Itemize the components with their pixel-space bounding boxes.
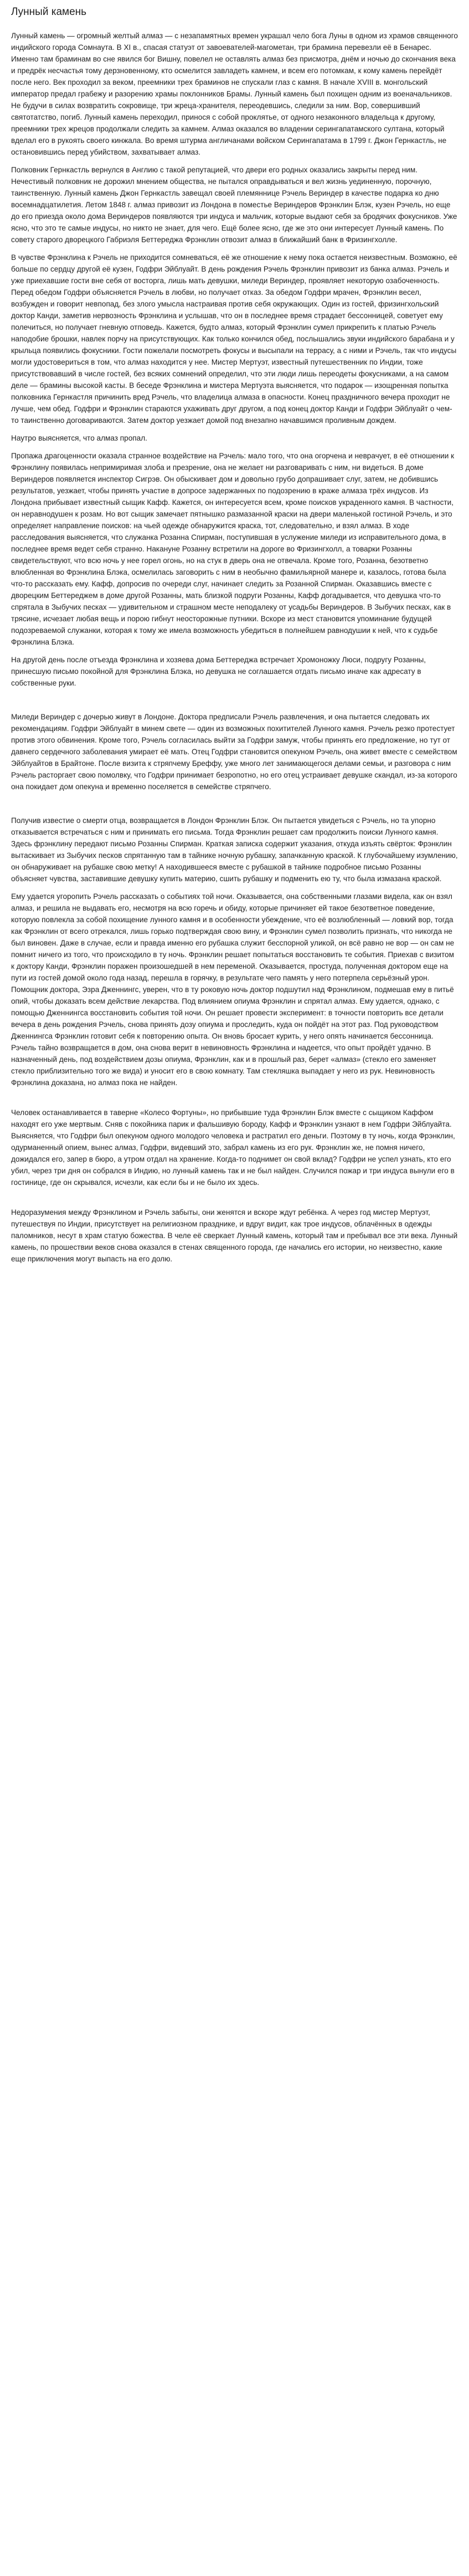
paragraph-2: Полковник Гернкастль вернулся в Англию с такой репутацией, что двери его родных оказались закрыты перед ним. Нечестивый полковник не дорожил мнением общества, не пытался оправдываться и вел жизнь уединенную, порочную, таинственную. Лунный камень Джон Гернкастль завещал своей племяннице Рэчель Вериндер в качестве подарка ко дню восемнадцатилетия. Летом 1848 г. алмаз привозит из Лондона в поместье Вериндеров Фрэнклин Блэк, кузен Рэчель, но еще до его приезда около дома Вериндеров появляются три индуса и мальчик, которые выдают себя за бродячих фокусников. Уже ясно, что это те самые индусы, но никто не знает, для чего. Ещё более ясно, где же это они интересует Лунный камень. По совету старого дворецкого Габриэля Беттереджа Фрэнклин отвозит алмаз в ближайший банк в Фризингхолле. <box>11 166 457 244</box>
paragraph-9: Ему удается угоропить Рэчель рассказать о событиях той ночи. Оказывается, она собственными глазами видела, как он взял алмаз, и решила не выдавать его, несмотря на всю горечь и обиду, которые причиняет ей такое безответное поведение, которую повлекла за собой похищение лунного камня и в особенности убеждение, что её возлюбленный — ловкий вор, тогда как Фрэнклин от всего отрекался, лишь горько подтверждая свою вину, и Фрэнклин сумел позволить признать, что никогда не был виновен. Даже в случае, если и правда именно его рубашка служит бесспорной уликой, он всё равно не вор — он сам не помнит ничего из того, что происходило в ту ночь. Фрэнклин решает попытаться восстановить те события. Приехав с визитом к доктору Канди, Фрэнклин поражен произошедшей в нем переменой. Оказывается, простуда, полученная доктором еще на пути из гостей домой около года назад, перешла в горячку, в результате чего память у него потерпела серьёзный урон. Помощник доктора, Эзра Дженнингс, уверен, что в ту роковую ночь доктор подшутил над Фрэнклином, подмешав ему в питьё опий, чтобы доказать всем действие лекарства. Под влиянием опиума Фрэнклин и спрятал алмаз. Ему удается, однако, с помощью Дженнингса восстановить события той ночи. Он решает провести эксперимент: в точности повторить все детали вечера в день рождения Рэчель, снова принять дозу опиума и проследить, куда он пойдёт на этот раз. Под руководством Дженнингса Фрэнклин готовит себя к повторению опыта. Он вновь бросает курить, у него опять начинается бессонница. Рэчель тайно возвращается в дом, она снова верит в невиновность Фрэнклина и надеется, что опыт пройдёт удачно. В назначенный день, под воздействием дозы опиума, Фрэнклин, как и в прошлый раз, берет «алмаз» (стекло его заменяет стекло приблизительно того же вида) и уносит его в свою комнату. Там стекляшка выпадает у него из рук. Невиновность Фрэнклина доказана, но алмаз пока не найден. <box>11 892 455 1087</box>
paragraph-1: Лунный камень — огромный желтый алмаз — с незапамятных времен украшал чело бога Луны в одном из храмов священного индийского города Сомнаута. В XI в., спасая статуэт от завоевателей-магометан, три брамина перевезли её в Бенарес. Именно там браминам во сне явился бог Вишну, повелел не оставлять алмаз без присмотра, днём и ночью до скончания века и предрёк несчастья тому дерзновенному, кто осмелится завладеть камнем, и всем его потомкам, к кому камень перейдёт после него. Век проходил за веком, преемники трех браминов не спускали глаз с камня. В начале XVIII в. монгольский император предал грабежу и разорению храмы поклонников Брамы. Лунный камень был похищен одним из военачальников. Не будучи в силах возвратить сокровище, три жреца-хранителя, переодевшись, следили за ним. Вор, совершивший святотатство, погиб. Лунный камень переходил, принося с собой проклятье, от одного незаконного владельца к другому, преемники трех жрецов продолжали следить за камнем. Алмаз оказался во владении серингапатамского султана, который вделал его в рукоять своего кинжала. Во время штурма англичанами войском Серингапатама в 1799 г. Джон Гернкастль, не остановившись перед убийством, захватывает алмаз. <box>11 32 458 156</box>
paragraph-6: На другой день после отъезда Фрэнклина и хозяева дома Беттереджа встречает Хромоножку Люси, подругу Розанны, принесшую письмо покойной для Фрэнклина Блэка, но девушка не соглашается отдать письмо иначе как адресату в собственные руки. <box>11 656 426 687</box>
paragraph-3: В чувстве Фрэнклина к Рэчель не приходится сомневаться, её же отношение к нему пока остается неизвестным. Возможно, её больше по сердцу другой её кузен, Годфри Эйблуайт. В день рождения Рэчель Фрэнклин привозит из банка алмаз. Рэчель и уже приехавшие гости вне себя от восторга, лишь мать девушки, миледи Вериндер, проявляет некоторую озабоченность. Перед обедом Годфри объясняется Рэчель в любви, но получает отказ. За обедом Годфри мрачен, Фрэнклин весел, возбужден и говорит невпопад, без злого умысла настраивая против себя окружающих. Один из гостей, фризингхольский доктор Канди, заметив нервозность Фрэнклина и услышав, что он в последнее время страдает бессонницей, советует ему полечиться, но получает гневную отповедь. Кажется, будто алмаз, который Фрэнклин сумел прикрепить к платью Рэчель наподобие брошки, навлек порчу на присутствующих. Как только кончился обед, послышались звуки индийского барабана и у крыльца появились фокусники. Гости пожелали посмотреть фокусы и высыпали на террасу, а с ними и Рэчель, так что индусы могли удостовериться в том, что алмаз находится у нее. Мистер Мертуэт, известный путешественник по Индии, тоже присутствовавший в числе гостей, без всяких сомнений определил, что эти люди лишь переодеты фокусниками, а на самом деле — брамины высокой касты. В беседе Фрэнклина и мистера Мертуэта выясняется, что подарок — изощренная попытка полковника Гернкастля причинить вред Рэчель, что владелица алмаза в опасности. Конец праздничного вечера проходит не лучше, чем обед. Годфри и Фрэнклин стараются ухаживать друг другом, а под конец доктор Канди и Годфри Эйблуайт о чем-то таинственно договариваются. Затем доктор уезжает домой под внезапно начавшимся проливным дождем. <box>11 253 457 425</box>
paragraph-10: Человек останавливается в таверне «Колесо Фортуны», но прибывшие туда Фрэнклин Блэк вместе с сыщиком Каффом находят его уже мертвым. Сняв с покойника парик и фальшивую бороду, Кафф и Фрэнклин узнают в нем Годфри Эйблуайта. Выясняется, что Годфри был опекуном одного молодого человека и растратил его деньги. Поэтому в ту ночь, когда Фрэнклин, одурманенный опием, вынес алмаз, Годфри, видевший это, забрал камень из его рук. Фрэнклин же, не помня ничего, дожидался его, запер в бюро, а утром отдал на хранение. Когда-то поднимет он свой вклад? Годфри не успел узнать, кто его убил, через три дня он собрался в Индию, но лунный камень так и не был найден. Случился пожар и три индуса вынули его в гостинице, где он скрывался, исчезли, как если бы и не было их здесь. <box>11 1108 455 1187</box>
article <box>0 0 469 1265</box>
paragraph-4: Наутро выясняется, что алмаз пропал. <box>11 434 147 442</box>
paragraph-8: Получив известие о смерти отца, возвращается в Лондон Фрэнклин Блэк. Он пытается увидеться с Рэчель, но та упорно отказывается встречаться с ним и принимать его письма. Тогда Фрэнклин решает сам продолжить поиски Лунного камня. Здесь фрэнклину передают письмо Розанны Спирман. Краткая записка содержит указания, откуда изъять свёрток: Фрэнклин вытаскивает из Зыбучих песков спрятанную там в тайнике ночную рубашку, запачканную краской. К глубочайшему изумлению, он обнаруживает на рубашке свою метку! А находившееся вместе с рубашкой в тайнике подробное письмо Розанны объясняет чувства, заставившие девушку купить материю, сшить рубашку и подменить ею ту, что была измазана краской. <box>11 816 458 883</box>
paragraph-5: Пропажа драгоценности оказала странное воздействие на Рэчель: мало того, что она огорчена и неврачует, в её отношении к Фрэнклину появилась непримиримая злоба и презрение, она не желает ни разговаривать с ним, ни видеться. В доме Вериндеров появляется инспектор Сигрэв. Он обыскивает дом и довольно грубо допрашивает слуг, затем, не добившись результатов, уезжает, чтобы принять участие в допросе задержанных по подозрению в краже алмаза трёх индусов. Из Лондона прибывает известный сыщик Кафф. Кажется, он интересуется всем, кроме поисков украденного камня. В частности, он неравнодушен к розам. Но вот сыщик замечает пятнышко размазанной краски на двери маленькой гостиной Рэчель, и это определяет направление поисков: на чьей одежде обнаружится краска, тот, следовательно, и взял алмаз. В ходе расследования выясняется, что служанка Розанна Спирман, поступившая в услужение миледи из исправительного дома, в последнее время ведет себя странно. Накануне Розанну встретили на дороге во Фризингхолл, а товарки Розанны свидетельствуют, что всю ночь у нее горел огонь, но на стук в дверь она не отвечала. Кроме того, Розанна, безответно влюбленная во Фрэнклина Блэка, осмелилась заговорить с ним в необычно фамильярной манере и, казалось, готова была что-то рассказать ему. Кафф, допросив по очереди слуг, начинает следить за Розанной Спирман. Оказавшись вместе с дворецким Беттереджем в доме другой Розанны, мать близкой подруги Розанны, Кафф догадывается, что девушка что-то спрятала в Зыбучих песках — удивительном и страшном месте неподалеку от усадьбы Вериндеров. В Зыбучих песках, как в трясине, исчезает любая вещь и порою гибнут неосторожные путники. Вскоре из мест становится упоминание будущей подозреваемой служанки, которая к тому же имела возможность убедиться в полнейшем равнодушии к ней, что к судьбе Фрэнклина Блэка. <box>11 452 455 646</box>
paragraph-7: Миледи Вериндер с дочерью живут в Лондоне. Доктора предписали Рэчель развлечения, и она пытается следовать их рекомендациям. Годфри Эйблуайт в минем свете — один из возможных похитителей Лунного камня. Рэчель резко протестует против этого обвинения. Кроме того, Рэчель согласилась выйти за Годфри замуж, чтобы принять его предложение, но тут от давнего сердечного заболевания умирает её мать. Отец Годфри становится опекуном Рэчель, она живет вместе с семейством Эйблуайтов в Брайтоне. После визита к стряпчему Бреффу, уже много лет занимающегося делами семьи, и разговора с ним Рэчель расторгает свою помолвку, что Годфри принимает безропотно, но его отец устраивает девушке скандал, из-за которого она покидает дом опекуна и временно поселяется в семействе стряпчего. <box>11 713 457 791</box>
page-title: Лунный камень <box>11 6 87 18</box>
paragraph-11: Недоразумения между Фрэнклином и Рэчель забыты, они женятся и вскоре ждут ребёнка. А через год мистер Мертуэт, путешествуя по Индии, присутствует на религиозном празднике, и вдруг видит, как трое индусов, облачённых в одежды паломников, несут в храм статую божества. В челе её сверкает Лунный камень, который там и пребывал все эти века. Лунный камень, по прошествии веков снова оказался в стенах священного города, где начались его истории, но неизвестно, какие еще приключения могут выпасть на его долю. <box>11 1208 458 1263</box>
